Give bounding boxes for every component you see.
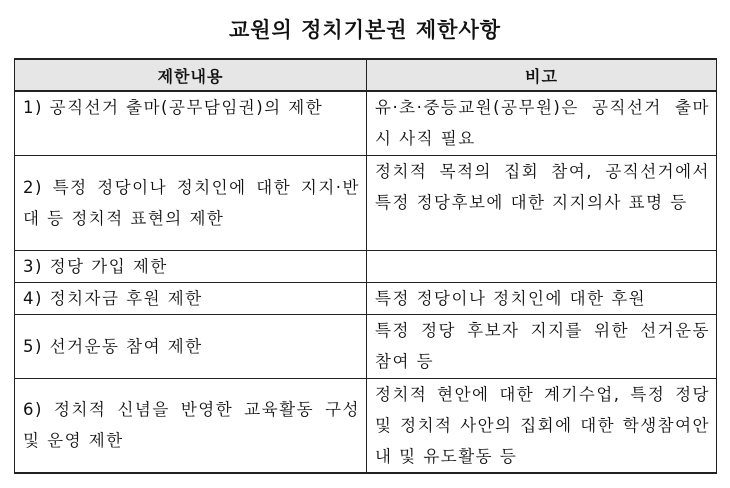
column-header-note: 비고 xyxy=(367,59,717,91)
restriction-content-cell: 5) 선거운동 참여 제한 xyxy=(15,314,367,378)
table-row xyxy=(15,314,717,378)
page-title: 교원의 정치기본권 제한사항 xyxy=(228,18,502,42)
table-row xyxy=(15,282,717,314)
table-header-row xyxy=(15,59,717,91)
table-row xyxy=(15,378,717,473)
table-row xyxy=(15,155,717,250)
restriction-note-cell: 정치적 목적의 집회 참여, 공직선거에서 특정 정당후보에 대한 지지의사 표명 등 xyxy=(367,155,717,250)
restriction-content-cell: 2) 특정 정당이나 정치인에 대한 지지·반대 등 정치적 표현의 제한 xyxy=(15,155,367,250)
restriction-content-cell: 3) 정당 가입 제한 xyxy=(15,250,367,282)
restrictions-table xyxy=(14,58,717,474)
restriction-note-cell xyxy=(367,250,717,282)
restriction-content-cell: 1) 공직선거 출마(공무담임권)의 제한 xyxy=(15,91,367,155)
table-row xyxy=(15,250,717,282)
column-header-content: 제한내용 xyxy=(15,59,367,91)
restriction-note-cell: 특정 정당 후보자 지지를 위한 선거운동 참여 등 xyxy=(367,314,717,378)
restriction-note-cell: 유·초·중등교원(공무원)은 공직선거 출마시 사직 필요 xyxy=(367,91,717,155)
restriction-note-cell: 정치적 현안에 대한 계기수업, 특정 정당 및 정치적 사안의 집회에 대한 학생참여안내 및 유도활동 등 xyxy=(367,378,717,473)
table-row xyxy=(15,91,717,155)
restriction-note-cell: 특정 정당이나 정치인에 대한 후원 xyxy=(367,282,717,314)
restriction-content-cell: 4) 정치자금 후원 제한 xyxy=(15,282,367,314)
restriction-content-cell: 6) 정치적 신념을 반영한 교육활동 구성 및 운영 제한 xyxy=(15,378,367,473)
